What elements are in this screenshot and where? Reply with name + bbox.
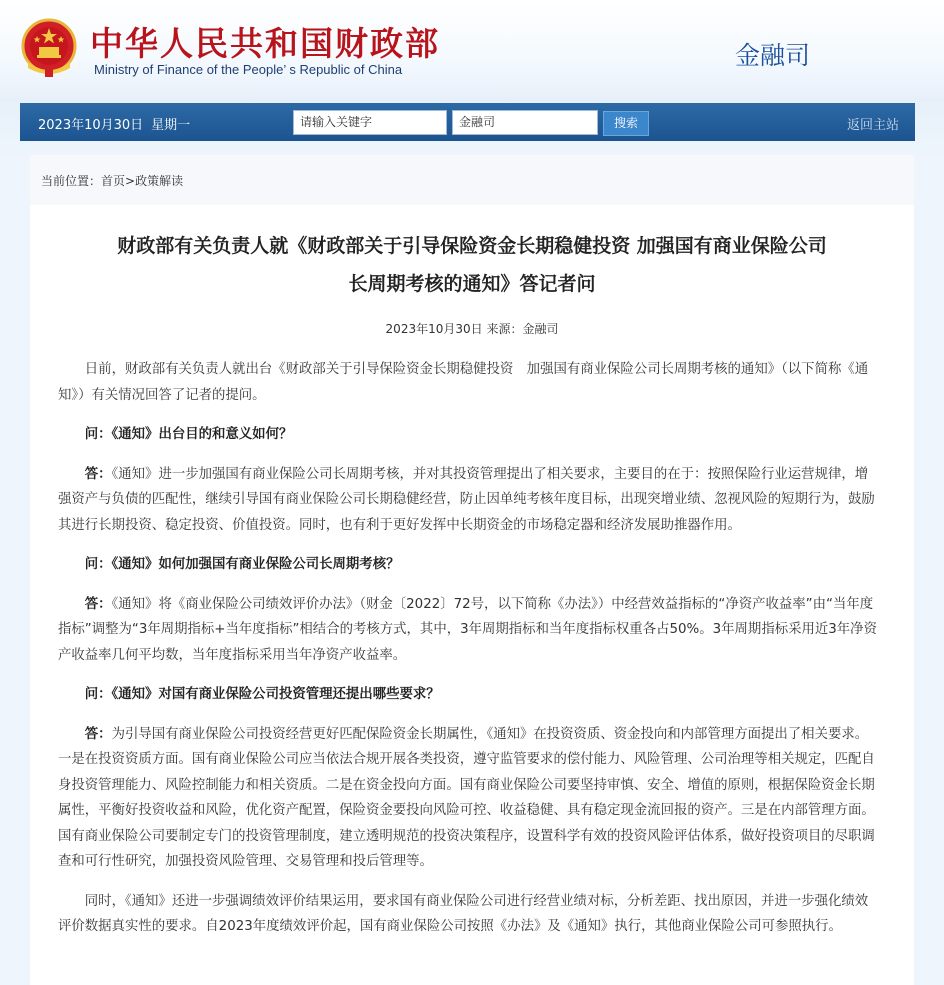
site-header: [0, 0, 944, 102]
answer-2: [58, 592, 880, 669]
department-name: 金融司: [735, 41, 811, 70]
answer-1: [58, 462, 880, 539]
article-title-line-1: 财政部有关负责人就《财政部关于引导保险资金长期稳健投资 加强国有商业保险公司: [117, 235, 827, 257]
answer-3-text: 为引导国有商业保险公司投资经营更好匹配保险资金长期属性，《通知》在投资资质、资金投向和内部管理方面提出了相关要求。一是在投资资质方面。国有商业保险公司应当依法合规开展各类投资，遵守监管要求的偿付能力、风险管理、公司治理等相关规定，匹配自身投资管理能力、风险控制能力和相关资质。二是在资金投向方面。国有商业保险公司要坚持审慎、安全、增值的原则，根据保险资金长期属性，平衡好投资收益和风险，优化资产配置，保险资金要投向风险可控、收益稳健、具有稳定现金流回报的资产。三是在内部管理方面。国有商业保险公司要制定专门的投资管理制度，建立透明规范的投资决策程序，设置科学有效的投资风险评估体系，做好投资项目的尽职调查和可行性研究，加强投资风险管理、交易管理和投后管理等。: [58, 726, 875, 869]
site-name-chinese[interactable]: 中华人民共和国财政部: [90, 24, 440, 63]
question-1: 问：《通知》出台目的和意义如何？: [84, 427, 293, 442]
search-input[interactable]: 请输入关键字: [293, 110, 447, 135]
question-3: 问：《通知》对国有商业保险公司投资管理还提出哪些要求？: [84, 687, 440, 702]
breadcrumb-section-link[interactable]: 政策解读: [135, 174, 184, 188]
article-body: [58, 357, 880, 954]
answer-label: 答：: [84, 466, 112, 482]
national-emblem-icon[interactable]: [20, 18, 78, 78]
date-text: 2023年10月30日: [38, 118, 144, 133]
breadcrumb: [41, 172, 183, 189]
answer-label: 答：: [84, 596, 112, 612]
search-button[interactable]: 搜索: [603, 111, 649, 136]
return-home-link[interactable]: 返回主站: [846, 118, 899, 133]
breadcrumb-prefix: 当前位置：: [41, 174, 102, 188]
breadcrumb-bar: [30, 155, 914, 205]
article-title-line-2: 长周期考核的通知》答记者问: [348, 273, 596, 295]
question-2: 问：《通知》如何加强国有商业保险公司长周期考核？: [84, 557, 400, 572]
nav-bar: [20, 103, 915, 141]
answer-3: [58, 722, 880, 875]
breadcrumb-home-link[interactable]: 首页: [101, 174, 126, 188]
breadcrumb-separator: >: [125, 174, 136, 188]
current-date: [38, 114, 190, 133]
article-title: [50, 227, 894, 303]
main-content: [30, 155, 914, 985]
closing-paragraph: 同时，《通知》还进一步强调绩效评价结果运用，要求国有商业保险公司进行经营业绩对标，分析差距、找出原因，并进一步强化绩效评价数据真实性的要求。自2023年度绩效评价起，国有商业保险公司按照《办法》及《通知》执行，其他商业保险公司可参照执行。: [58, 893, 869, 934]
site-name-english[interactable]: Ministry of Finance of the People’ s Republic of China: [94, 62, 403, 77]
answer-1-text: 《通知》进一步加强国有商业保险公司长周期考核，并对其投资管理提出了相关要求，主要目的在于：按照保险行业运营规律，增强资产与负债的匹配性，继续引导国有商业保险公司长期稳健经营，防止因单纯考核年度目标，出现突增业绩、忽视风险的短期行为，鼓励其进行长期投资、稳定投资、价值投资。同时，也有利于更好发挥中长期资金的市场稳定器和经济发展助推器作用。: [58, 466, 875, 533]
intro-paragraph: 日前，财政部有关负责人就出台《财政部关于引导保险资金长期稳健投资 加强国有商业保险公司长周期考核的通知》（以下简称《通知》）有关情况回答了记者的提问。: [58, 362, 869, 403]
answer-label: 答：: [84, 726, 112, 742]
weekday-text: 星期一: [151, 118, 191, 133]
article-meta: 2023年10月30日 来源：金融司: [385, 322, 559, 336]
search-scope-select[interactable]: 金融司: [452, 110, 598, 135]
answer-2-text: 《通知》将《商业保险公司绩效评价办法》（财金〔2022〕72号，以下简称《办法》）中经营效益指标的“净资产收益率”由“当年度指标”调整为“3年周期指标+当年度指标”相结合的考核方式，其中，3年周期指标和当年度指标权重各占50%。3年周期指标采用近3年净资产收益率几何平均数，当年度指标采用当年净资产收益率。: [58, 596, 877, 663]
